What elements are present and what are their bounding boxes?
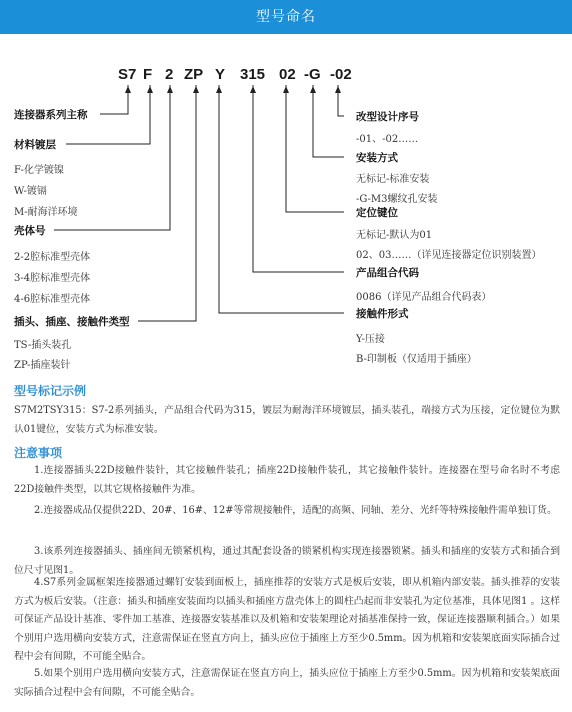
label-shell: 壳体号 [14, 225, 46, 237]
code-type: ZP [184, 66, 204, 83]
label-plating: 材料镀层 [14, 139, 56, 151]
label-mount: 安装方式 [356, 152, 398, 164]
page-title: 型号命名 [256, 9, 316, 25]
label-combo: 产品组合代码 [356, 267, 419, 279]
line-mount [313, 85, 344, 157]
line-series [100, 85, 128, 114]
line-combo [253, 85, 344, 272]
code-key: 02 [279, 66, 296, 83]
note-3: 3.该系列连接器插头、插座间无锁紧机构，通过其配套设备的锁紧机构实现连接器锁紧。插头和插座的安装方式和插合到位尺寸见图1。 [14, 546, 560, 576]
key-option-1: 无标记-默认为01 [356, 230, 433, 241]
label-type: 插头、插座、接触件类型 [14, 316, 130, 328]
arrow-series [125, 86, 131, 93]
code-mount: -G [304, 66, 321, 83]
code-combo: 315 [240, 66, 266, 83]
contact-option-1: Y-压接 [356, 334, 385, 345]
arrow-contact [216, 86, 222, 93]
key-option-2: 02、03……（详见连接器定位识别装置） [356, 250, 542, 261]
shell-option-1: 2-2腔标准型壳体 [14, 252, 91, 263]
plating-option-3: M-耐海洋环境 [14, 207, 78, 218]
code-shell: 2 [165, 66, 174, 83]
code-series: S7 [118, 66, 137, 83]
combo-option-1: 0086（详见产品组合代码表） [356, 292, 492, 303]
note-1: 1.连接器插头22D接触件装针，其它接触件装孔；插座22D接触件装孔，其它接触件装针。连接器在型号命名时不考虑22D接触件类型，以其它规格接触件为准。 [14, 465, 560, 495]
shell-option-2: 3-4腔标准型壳体 [14, 273, 91, 284]
notes-heading: 注意事项 [14, 446, 63, 460]
arrow-revision [335, 86, 341, 93]
note-2: 2.连接器成品仅提供22D、20#、16#、12#等常规接触件，适配的高频、同轴、差分、光纤等特殊接触件需单独订货。 [34, 505, 557, 516]
revision-option-1: -01、-02…… [356, 134, 419, 145]
plating-option-2: W-镀镉 [14, 186, 47, 197]
code-revision: -02 [330, 66, 352, 83]
label-contact: 接触件形式 [356, 308, 409, 320]
type-option-1: TS-插头装孔 [14, 340, 72, 351]
mount-option-2: -G-M3螺纹孔安装 [356, 194, 438, 205]
note-4: 4.S7系列金属框架连接器通过螺钉安装到面板上，插座推荐的安装方式是板后安装，即从机箱内部安装。插头推荐的安装方式为板后安装。（注意：插头和插座安装面均以插头和插座方盘壳体上的圆柱凸起而非安装孔为定位基准，具体见图1 。这样可保证产品设计基准、零件加工基准、连接器安装基准以及机箱和安装架理论对插基准保持一致，保证连接器顺利插合。）如果个别用户选用横向安装方式，注意需保证在竖直方向上，插头应位于插座上方至少0.5mm。因为机箱和安装架底面实际插合过程中会有间隙，不可能全贴合。 [14, 577, 560, 662]
mount-option-1: 无标记-标准安装 [356, 174, 430, 185]
shell-option-3: 4-6腔标准型壳体 [14, 294, 91, 305]
line-contact [219, 85, 344, 313]
example-heading: 型号标记示例 [14, 384, 87, 398]
plating-option-1: F-化学镀镍 [14, 165, 64, 176]
code-plating: F [143, 66, 153, 83]
line-key [286, 85, 344, 212]
arrow-key [283, 86, 289, 93]
arrow-plating [147, 86, 153, 93]
arrow-mount [310, 86, 316, 93]
label-series: 连接器系列主称 [14, 109, 88, 121]
contact-option-2: B-印制板（仅适用于插座） [356, 354, 477, 365]
label-revision: 改型设计序号 [356, 111, 419, 123]
example-text: S7M2TSY315：S7-2系列插头，产品组合代码为315，镀层为耐海洋环境镀层，插头装孔，端接方式为压接，定位键位为默认01键位，安装方式为标准安装。 [14, 405, 560, 435]
arrow-shell [167, 86, 173, 93]
type-option-2: ZP-插座装针 [14, 360, 71, 371]
code-contact: Y [215, 66, 226, 83]
label-key: 定位键位 [356, 207, 398, 219]
line-type [138, 85, 196, 321]
arrow-type [193, 86, 199, 93]
arrow-combo [250, 86, 256, 93]
note-5: 5.如果个别用户选用横向安装方式，注意需保证在竖直方向上，插头应位于插座上方至少0.5mm。因为机箱和安装架底面实际插合过程中会有间隙，不可能全贴合。 [14, 668, 560, 698]
